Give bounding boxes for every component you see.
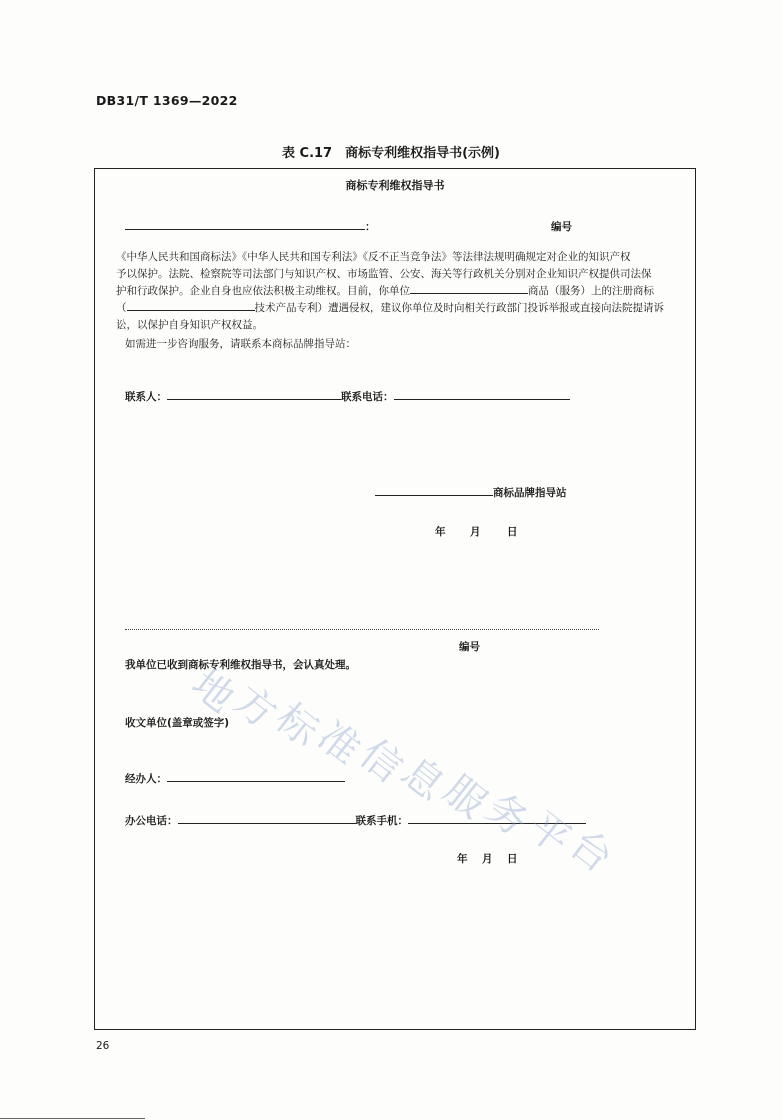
receiving-unit-label: 收文单位(盖章或签字) bbox=[125, 717, 230, 729]
receipt-date-year: 年 bbox=[457, 853, 468, 865]
table-title: 表 C.17 商标专利维权指导书(示例) bbox=[282, 146, 500, 161]
para-line-2: 予以保护。法院、检察院等司法部门与知识产权、市场监管、公安、海关等行政机关分别对企业知识产权提供司法保 bbox=[116, 268, 652, 280]
office-phone-label: 办公电话： bbox=[125, 815, 178, 827]
form-frame bbox=[94, 168, 696, 1030]
paren-open: （ bbox=[116, 302, 127, 314]
watermark-char: 信 bbox=[350, 730, 411, 792]
para-line-4-text: 技术产品专利）遭遇侵权，建议你单位及时向相关行政部门投诉举报或直接向法院提请诉 bbox=[254, 302, 664, 314]
mobile-label: 联系手机： bbox=[355, 815, 408, 827]
watermark-char: 台 bbox=[560, 820, 621, 882]
form-date-day: 日 bbox=[507, 526, 518, 538]
receipt-date-day: 日 bbox=[507, 853, 518, 865]
recipient-blank[interactable] bbox=[125, 219, 365, 230]
para-line-3-text: 护和行政保护。企业自身也应依法积极主动维权。目前，你单位 bbox=[116, 285, 410, 297]
form-date-month: 月 bbox=[470, 526, 481, 538]
received-line: 我单位已收到商标专利维权指导书，会认真处理。 bbox=[125, 659, 356, 671]
phone-blank[interactable] bbox=[394, 389, 570, 400]
contact-row bbox=[125, 389, 570, 404]
contact-label: 联系人： bbox=[125, 391, 167, 403]
station-blank[interactable] bbox=[375, 485, 493, 496]
watermark-char: 准 bbox=[308, 712, 369, 774]
office-phone-blank[interactable] bbox=[178, 813, 356, 824]
consult-line: 如需进一步咨询服务，请联系本商标品牌指导站： bbox=[125, 338, 356, 350]
page-number: 26 bbox=[96, 1040, 110, 1052]
para-line-1: 《中华人民共和国商标法》《中华人民共和国专利法》《反不正当竞争法》等法律法规明确规定对企业的知识产权 bbox=[116, 251, 631, 263]
station-label: 商标品牌指导站 bbox=[493, 487, 567, 499]
station-row bbox=[375, 485, 567, 500]
form-title: 商标专利维权指导书 bbox=[345, 179, 445, 192]
watermark-char: 地 bbox=[182, 660, 243, 722]
watermark-char: 平 bbox=[518, 802, 579, 864]
handler-label: 经办人： bbox=[125, 773, 167, 785]
watermark-char: 服 bbox=[434, 766, 495, 828]
watermark-char: 标 bbox=[266, 694, 327, 756]
form-date-year: 年 bbox=[435, 526, 446, 538]
mobile-blank[interactable] bbox=[408, 813, 586, 824]
para-line-3 bbox=[116, 283, 654, 300]
receipt-date-month: 月 bbox=[482, 853, 493, 865]
form-number-label: 编号 bbox=[551, 221, 572, 233]
watermark-char: 方 bbox=[224, 676, 285, 738]
recipient-line bbox=[125, 219, 376, 234]
contact-blank[interactable] bbox=[167, 389, 341, 400]
watermark-char: 务 bbox=[476, 784, 537, 846]
recipient-colon: ： bbox=[365, 221, 376, 233]
scan-edge-rule bbox=[0, 1118, 145, 1119]
product-blank[interactable] bbox=[127, 300, 255, 311]
doc-code: DB31/T 1369—2022 bbox=[96, 93, 238, 108]
handler-blank[interactable] bbox=[167, 771, 345, 782]
office-phone-row bbox=[125, 813, 586, 828]
handler-row bbox=[125, 771, 345, 786]
receipt-number-label: 编号 bbox=[459, 641, 480, 653]
tear-off-line bbox=[125, 629, 599, 630]
para-line-5: 讼，以保护自身知识产权权益。 bbox=[116, 319, 263, 331]
watermark-char: 息 bbox=[392, 748, 453, 810]
para-line-3-tail: 商品（服务）上的注册商标 bbox=[528, 285, 654, 297]
para-line-4 bbox=[116, 300, 664, 317]
phone-label: 联系电话： bbox=[341, 391, 394, 403]
unit-blank[interactable] bbox=[410, 283, 528, 294]
